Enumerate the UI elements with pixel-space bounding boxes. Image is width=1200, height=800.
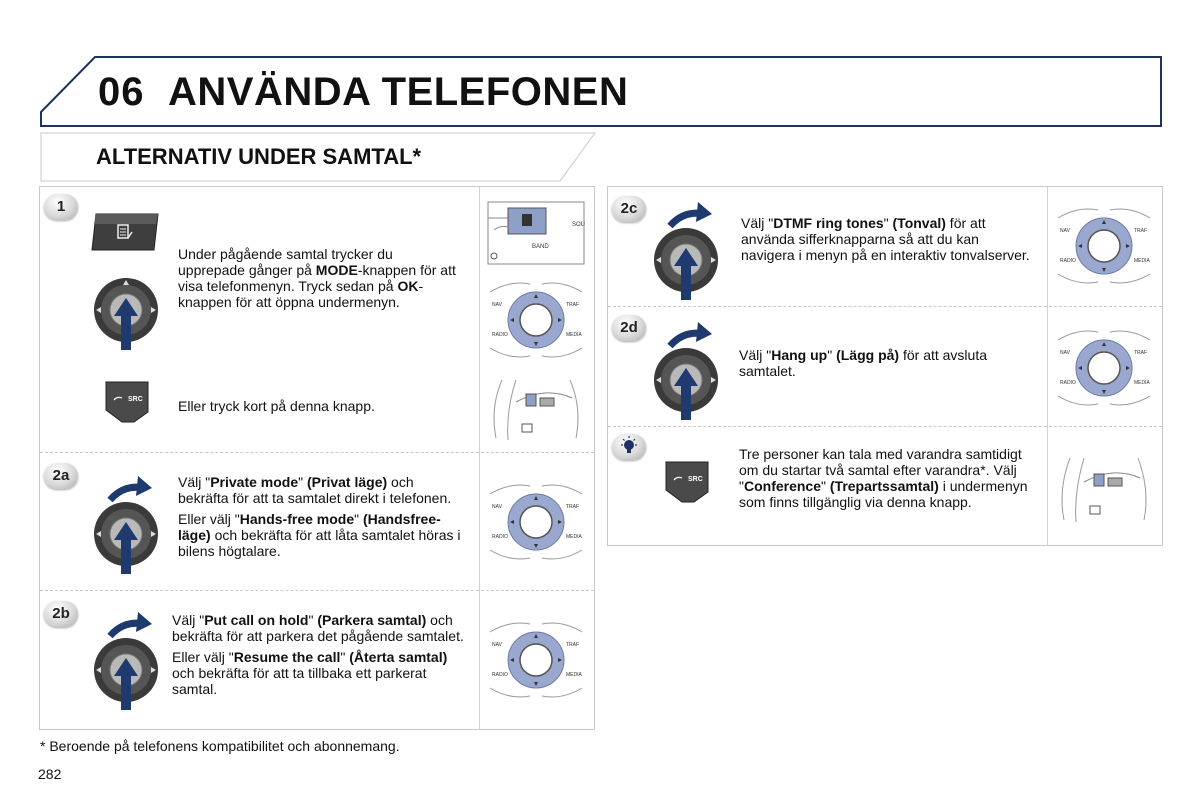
svg-text:TRAF: TRAF xyxy=(566,504,580,510)
nav-knob-illustration xyxy=(486,618,586,707)
chapter-title: ANVÄNDA TELEFONEN xyxy=(168,70,629,114)
svg-text:RADIO: RADIO xyxy=(492,672,508,678)
chapter-number: 06 xyxy=(98,70,145,114)
svg-text:NAV: NAV xyxy=(492,642,502,648)
lightbulb-icon xyxy=(612,434,646,460)
svg-text:NAV: NAV xyxy=(492,302,502,308)
step-1-instruction: Under pågående samtal trycker du upprepade gånger på MODE-knappen för att visa telefonmenyn. Tryck sedan på OK-knappen för att öppna undermenyn. xyxy=(178,246,456,310)
svg-text:MEDIA: MEDIA xyxy=(566,672,582,678)
step-2d-instruction: Välj "Hang up" (Lägg på) för att avsluta samtalet. xyxy=(739,347,988,379)
steering-wheel-illustration xyxy=(1054,446,1154,531)
svg-text:MEDIA: MEDIA xyxy=(566,534,582,540)
svg-text:BAND: BAND xyxy=(532,244,549,250)
svg-text:NAV: NAV xyxy=(492,504,502,510)
step-badge-2d: 2d xyxy=(612,315,646,341)
svg-text:SOU: SOU xyxy=(572,222,586,228)
ok-knob-with-curved-arrow[interactable] xyxy=(652,196,722,307)
steering-wheel-illustration xyxy=(486,368,586,449)
chapter-header xyxy=(40,56,1162,128)
step-2b-instruction: Välj "Put call on hold" (Parkera samtal) och bekräfta för att parkera det pågående samtalet. Eller välj "Resume the call" (Återta samtal) och bekräfta för att ta tillbaka ett parkerat samtal. xyxy=(172,612,464,697)
nav-knob-illustration xyxy=(1054,204,1154,293)
footnote: * Beroende på telefonens kompatibilitet och abonnemang. xyxy=(40,738,400,754)
section-title: ALTERNATIV UNDER SAMTAL* xyxy=(96,144,422,169)
svg-text:NAV: NAV xyxy=(1060,350,1070,356)
src-button[interactable] xyxy=(664,460,710,509)
step-badge-1: 1 xyxy=(44,194,78,220)
svg-text:RADIO: RADIO xyxy=(1060,258,1076,264)
mode-button[interactable] xyxy=(90,212,160,257)
nav-knob-illustration xyxy=(486,480,586,569)
dashboard-band-illustration xyxy=(486,196,586,275)
src-button[interactable] xyxy=(104,380,150,429)
svg-text:RADIO: RADIO xyxy=(492,332,508,338)
step-badge-2a: 2a xyxy=(44,463,78,489)
svg-text:TRAF: TRAF xyxy=(1134,350,1148,356)
page-number: 282 xyxy=(38,766,62,782)
ok-knob-with-curved-arrow[interactable] xyxy=(652,316,722,427)
svg-text:MEDIA: MEDIA xyxy=(1134,258,1150,264)
svg-text:TRAF: TRAF xyxy=(1134,228,1148,234)
tip-badge xyxy=(612,434,646,460)
src-label: SRC xyxy=(688,476,703,483)
tip-instruction: Tre personer kan tala med varandra samtidigt om du startar två samtal efter varandra*. Välj "Conference" (Trepartssamtal) i undermenyn som finns tillgänglig via denna knapp. xyxy=(739,446,1028,510)
svg-text:NAV: NAV xyxy=(1060,228,1070,234)
ok-knob-with-curved-arrow[interactable] xyxy=(92,470,162,581)
step-badge-2b: 2b xyxy=(44,601,78,627)
step-2c-instruction: Välj "DTMF ring tones" (Tonval) för att använda sifferknapparna så att du kan navigera i menyn på en interaktiv tonvalserver. xyxy=(741,215,1030,263)
svg-text:RADIO: RADIO xyxy=(492,534,508,540)
svg-text:MEDIA: MEDIA xyxy=(1134,380,1150,386)
ok-knob-with-arrow[interactable] xyxy=(92,276,162,357)
nav-knob-illustration xyxy=(1054,326,1154,415)
nav-knob-illustration xyxy=(486,278,586,367)
section-header xyxy=(40,132,596,182)
svg-text:MEDIA: MEDIA xyxy=(566,332,582,338)
step-2a-instruction: Välj "Private mode" (Privat läge) och bekräfta för att ta samtalet direkt i telefonen. Eller välj "Hands-free mode" (Handsfree-läge) och bekräfta för att låta samtalet höras i bilens högtalare. xyxy=(178,474,461,559)
ok-knob-with-curved-arrow[interactable] xyxy=(92,606,162,717)
step-badge-2c: 2c xyxy=(612,196,646,222)
src-label: SRC xyxy=(128,396,143,403)
svg-text:TRAF: TRAF xyxy=(566,302,580,308)
svg-text:TRAF: TRAF xyxy=(566,642,580,648)
svg-text:RADIO: RADIO xyxy=(1060,380,1076,386)
step-1-alt-instruction: Eller tryck kort på denna knapp. xyxy=(178,398,375,414)
